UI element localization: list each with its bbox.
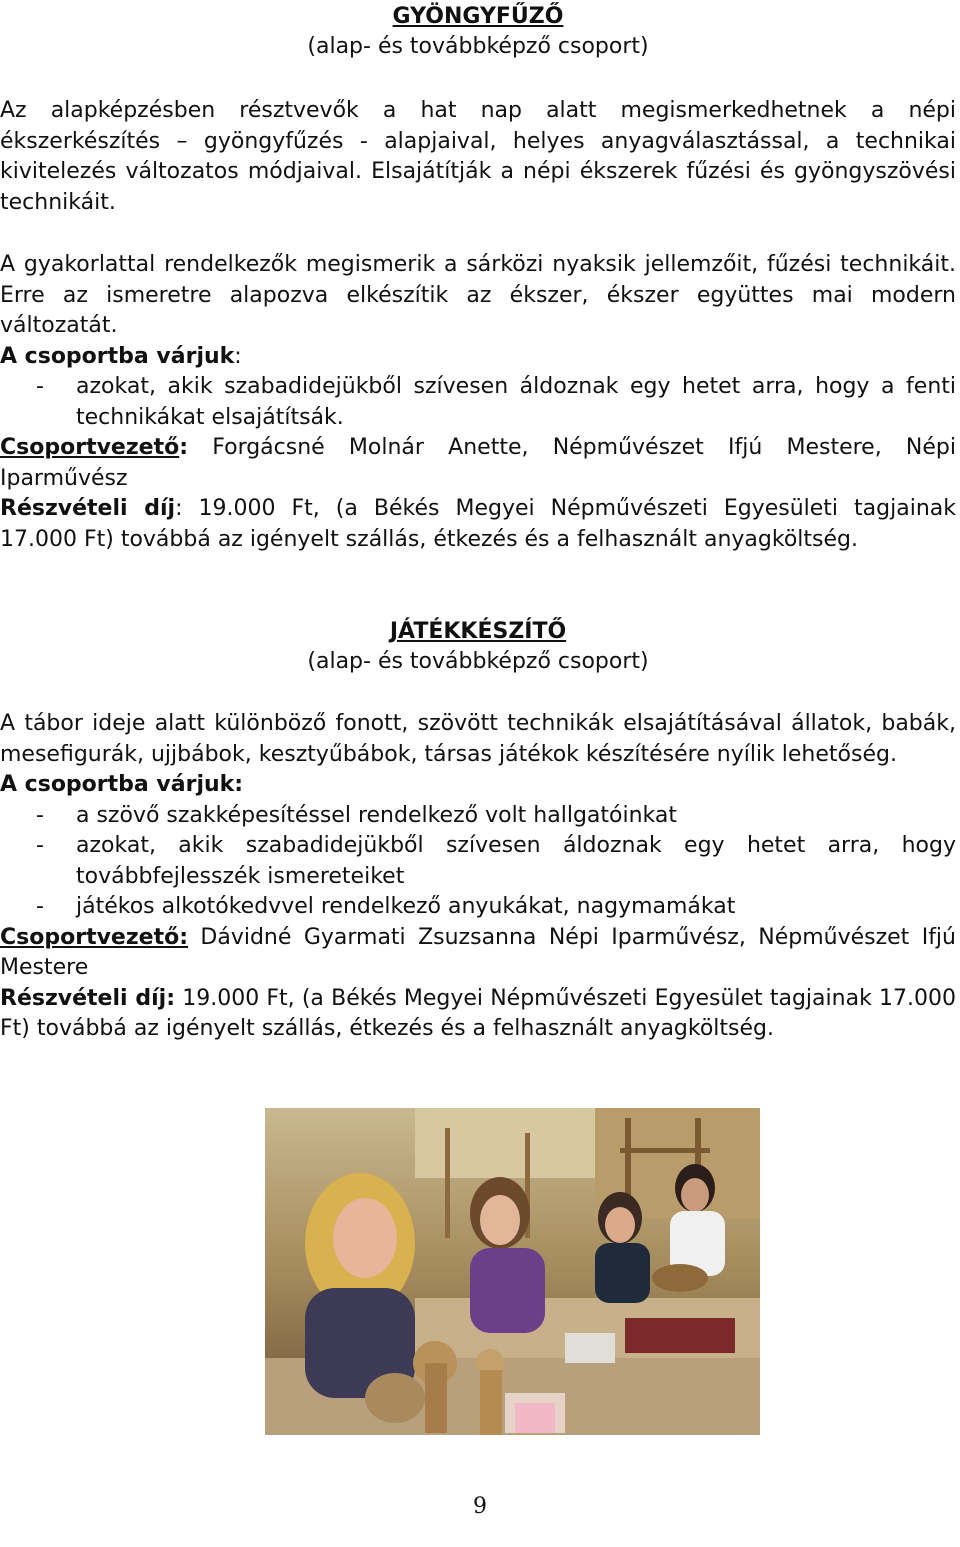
list-item: - a szövő szakképesítéssel rendelkező volt hallgatóinkat	[36, 802, 677, 828]
section-subtitle: (alap- és továbbképző csoport)	[307, 649, 649, 674]
intro-paragraph: A tábor ideje alatt különböző fonott, szövött technikák elsajátításával állatok, babák, mesefigurák, ujjbábok, kesztyűbábok, társas játékok készítésére nyílik lehetőség.	[0, 711, 956, 767]
fee-label: Részvételi díj:	[0, 985, 176, 1011]
participation-fee: Részvételi díj: 19.000 Ft, (a Békés Megyei Népművészeti Egyesület tagjainak 17.000 Ft) továbbá az igényelt szállás, étkezés és a felhasznált anyagköltség.	[0, 985, 956, 1041]
section-jatekkeszito	[0, 617, 956, 1045]
list-item: - azokat, akik szabadidejükből szívesen áldoznak egy hetet arra, hogy a fenti technikákat elsajátítsák.	[36, 374, 956, 430]
list-item: - játékos alkotókedvvel rendelkező anyukákat, nagymamákat	[36, 894, 736, 919]
section-title: JÁTÉKKÉSZÍTŐ	[389, 619, 567, 644]
expect-heading: A csoportba várjuk:	[0, 772, 244, 797]
expect-list	[0, 372, 956, 433]
page-number: 9	[473, 1494, 487, 1519]
participation-fee: Részvételi díj: 19.000 Ft, (a Békés Megyei Népművészeti Egyesületi tagjainak 17.000 Ft) továbbá az igényelt szállás, étkezés és a felhasznált anyagköltség.	[0, 496, 956, 552]
leader-label: Csoportvezető:	[0, 924, 188, 950]
expect-label: A csoportba várjuk	[0, 343, 235, 369]
section-title: GYÖNGYFŰZŐ	[392, 4, 564, 29]
group-leader: Csoportvezető: Dávidné Gyarmati Zsuzsanna Népi Iparművész, Népművészet Ifjú Mestere	[0, 924, 956, 980]
list-item: - azokat, akik szabadidejükből szívesen áldoznak egy hetet arra, hogy továbbfejlesszék ismereteiket	[36, 833, 956, 889]
advanced-paragraph: A gyakorlattal rendelkezők megismerik a sárközi nyaksik jellemzőit, fűzési technikáit. Erre az ismeretre alapozva elkészítik az ékszer, ékszer együttes mai modern változatát.	[0, 252, 956, 338]
group-leader: Csoportvezető: Forgácsné Molnár Anette, Népművészet Ifjú Mestere, Népi Iparművész	[0, 435, 956, 491]
fee-label: Részvételi díj	[0, 496, 176, 521]
expect-heading: A csoportba várjuk:	[0, 343, 242, 369]
workshop-photo	[265, 1108, 760, 1435]
leader-label: Csoportvezető	[0, 435, 180, 460]
expect-list	[0, 801, 956, 923]
intro-paragraph: Az alapképzésben résztvevők a hat nap alatt megismerkedhetnek a népi ékszerkészítés – gyöngyfűzés - alapjaival, helyes anyagválasztással, a technikai kivitelezés változatos módjaival. Elsajátítják a népi ékszerek fűzési és gyöngyszövési technikáit.	[0, 98, 956, 215]
section-subtitle: (alap- és továbbképző csoport)	[307, 34, 649, 59]
section-gyongyfuzo	[0, 2, 956, 555]
